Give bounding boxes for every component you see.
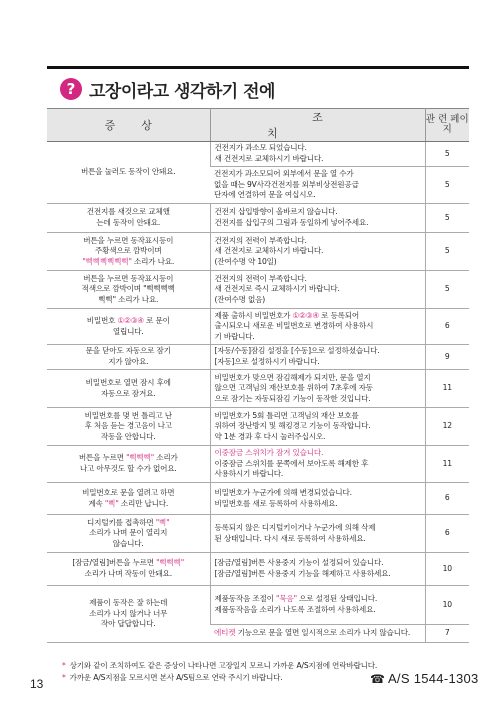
symptom-line: 소리가 나지 않거나 너무 [89, 608, 168, 618]
page-title: 고장이라고 생각하기 전에 [89, 81, 275, 102]
table-row [47, 515, 469, 553]
symptom-cell [47, 370, 210, 408]
action-cell [210, 345, 425, 370]
service-phone [370, 671, 479, 686]
action-line: [자동]으로 설정하시기 바랍니다. [214, 357, 320, 366]
action-cell [210, 446, 425, 483]
ref-page-cell: 11 [425, 370, 469, 408]
symptom-line: 비밀번호 ①②③④ 로 문이 [86, 315, 170, 325]
action-line: (잔여수명 없음) [214, 294, 266, 304]
symptom-cell [47, 271, 210, 309]
symptom-line: 디지털키를 접촉하면 "삑" [87, 517, 170, 527]
section-header [60, 76, 275, 102]
action-cell [210, 370, 425, 408]
symptom-header: 증상 [47, 109, 210, 142]
action-line: 이중잠금 스위치가 잠겨 있습니다. [214, 448, 324, 458]
table-row [47, 345, 469, 370]
symptom-line: [잠금/열림]버튼을 누르면 "삑삑삑" [72, 558, 185, 568]
symptom-line: 후 처음 듣는 경고음이 나고 [84, 421, 172, 431]
symptom-cell [47, 142, 210, 204]
table-row [47, 370, 469, 408]
action-cell [210, 515, 425, 553]
ref-page-cell: 12 [425, 408, 469, 446]
symptom-cell [47, 204, 210, 233]
note-2: * 가까운 A/S지점을 모르시면 본사 A/S팀으로 연락 주시기 바랍니다. [62, 673, 283, 682]
table-row [47, 446, 469, 483]
ref-page-header: 관 련 페이지 [425, 109, 469, 142]
action-cell [210, 204, 425, 233]
action-line: 단자에 연결하여 문을 여십시오. [214, 190, 316, 200]
action-line: 이중잠금 스위치를 문쪽에서 보아도록 해제한 후 [214, 458, 369, 468]
symptom-line: 비밀번호를 몇 번 틀리고 난 [84, 410, 172, 420]
table-header-row [47, 109, 469, 142]
table-row [47, 553, 469, 586]
symptom-line: "삑삑삑삑삑삑" 소리가 나요. [82, 256, 175, 266]
action-cell [210, 586, 425, 625]
ref-page-cell: 5 [425, 167, 469, 204]
action-line: 건전지가 과소모 되었습니다. [214, 143, 307, 153]
action-line: 비밀번호가 5회 틀리면 고객님의 재산 보호를 [214, 410, 359, 420]
ref-page-cell: 10 [425, 586, 469, 625]
ref-page-cell: 7 [425, 625, 469, 643]
action-cell [210, 483, 425, 515]
action-line: 건전지의 전력이 부족합니다. [214, 273, 307, 283]
action-cell [210, 233, 425, 271]
symptom-line: 비밀번호로 열면 잠시 후에 [85, 377, 171, 387]
action-cell [210, 408, 425, 446]
ref-page-cell: 10 [425, 553, 469, 586]
action-cell [210, 625, 425, 643]
action-line: 제품 출하시 비밀번호가 ①②③④ 로 등록되어 [214, 310, 360, 320]
phone-number: A/S 1544-1303 [387, 671, 479, 686]
table-row [47, 483, 469, 515]
symptom-cell [47, 553, 210, 586]
action-line: 에티켓 기능으로 문을 열면 일시적으로 소리가 나지 않습니다. [214, 628, 411, 638]
symptom-line: 않습니다. [112, 538, 144, 548]
ref-page-cell: 6 [425, 515, 469, 553]
action-line: 제품동작음 조절이 "묵음" 으로 설정된 상태입니다. [214, 594, 378, 604]
table-row [47, 586, 469, 625]
symptom-cell [47, 446, 210, 483]
symptom-line: 제품이 동작은 잘 하는데 [89, 598, 168, 608]
action-cell [210, 309, 425, 345]
action-line: 사용하시기 바랍니다. [214, 469, 284, 479]
table-row [47, 271, 469, 309]
action-line: 않으면 고객님의 재산보호를 위하여 7초후에 자동 [214, 383, 373, 393]
symptom-line: 비밀번호로 문을 열려고 하면 [82, 487, 175, 497]
symptom-line: 작아 답답합니다. [101, 619, 156, 629]
action-line: 기 바랍니다. [214, 331, 255, 341]
action-line: 약 1분 경과 후 다시 눌러주십시오. [214, 431, 326, 441]
symptom-line: 문을 닫아도 자동으로 잠기 [85, 346, 171, 356]
action-line: 된 상태입니다. 다시 새로 등록하여 사용하세요. [214, 533, 366, 543]
action-line: [자동/수동]잠김 설정을 [수동]으로 설정하셨습니다. [214, 346, 380, 356]
action-line: 건전지가 과소모되어 외부에서 문을 열 수가 [214, 169, 354, 179]
symptom-cell [47, 515, 210, 553]
action-line: [잠금/열림]버튼 사용중지 기능이 설정되어 있습니다. [214, 558, 384, 568]
table-row [47, 204, 469, 233]
action-line: 제품동작음을 소리가 나도록 조절하여 사용하세요. [214, 605, 376, 614]
symptom-cell [47, 483, 210, 515]
ref-page-cell: 9 [425, 345, 469, 370]
phone-icon: ☎ [370, 671, 385, 686]
table-row [47, 309, 469, 345]
action-cell [210, 142, 425, 167]
symptom-line: 버튼을 눌러도 동작이 안돼요. [81, 167, 176, 177]
symptom-line: 버튼을 누르면 동작표시등이 [83, 235, 174, 245]
note-1: * 상기와 같이 조치하여도 같은 증상이 나타나면 고장일지 모르니 가까운 A/S지점에 연락바랍니다. [62, 661, 378, 670]
symptom-line: 는데 동작이 안돼요. [96, 218, 161, 227]
troubleshooting-table [47, 108, 469, 643]
action-line: 비밀번호를 새로 등록하여 사용하세요. [214, 498, 338, 508]
action-line: 없을 때는 9V사각건전지를 외부비상전원공급 [214, 179, 359, 189]
action-line: [잠금/열림]버튼 사용중지 기능을 해제하고 사용하세요. [214, 569, 391, 578]
action-line: 새 건전지로 교체하시기 바랍니다. [214, 154, 324, 163]
question-icon: ? [60, 78, 82, 100]
symptom-line: 적색으로 깜박이며 "삑삑삑삑 [81, 284, 175, 294]
action-line: (잔여수명 약 10일) [214, 256, 277, 266]
action-line: 건전지를 삽입구의 그림과 동일하게 넣어주세요. [214, 218, 369, 227]
ref-page-cell: 5 [425, 142, 469, 167]
symptom-line: 버튼을 누르면 동작표시등이 [83, 273, 174, 283]
symptom-line: 건전지를 새것으로 교체했 [86, 207, 170, 217]
symptom-line: 지가 않아요. [108, 357, 149, 366]
table-row [47, 233, 469, 271]
action-line: 새 건전지로 교체하시기 바랍니다. [214, 246, 324, 256]
ref-page-cell: 6 [425, 483, 469, 515]
symptom-line: 나고 아무것도 할 수가 없어요. [79, 464, 177, 473]
top-rule [47, 66, 469, 69]
ref-page-cell: 5 [425, 271, 469, 309]
action-line: 등록되지 않은 디지털키이거나 누군가에 의해 삭제 [214, 522, 376, 532]
action-line: 건전지 삽입방향이 올바르지 않습니다. [214, 207, 338, 217]
action-line: 비밀번호가 누군가에 의해 변경되었습니다. [214, 487, 352, 497]
symptom-line: 작동을 안합니다. [101, 431, 156, 441]
action-line: 새 건전지로 즉시 교체하시기 바랍니다. [214, 284, 340, 294]
ref-page-cell: 5 [425, 204, 469, 233]
symptom-line: 주황색으로 깜박이며 [95, 246, 162, 256]
symptom-line: 자동으로 잠겨요. [101, 388, 156, 398]
symptom-cell [47, 408, 210, 446]
action-line: 비밀번호가 맞으면 잠김해제가 되지만, 문을 열지 [214, 372, 371, 382]
notes [62, 660, 377, 684]
symptom-cell [47, 345, 210, 370]
action-cell [210, 553, 425, 586]
symptom-cell [47, 309, 210, 345]
symptom-line: 삑삑" 소리가 나요. [98, 294, 159, 304]
symptom-line: 계속 "삑" 소리만 납니다. [88, 498, 169, 508]
symptom-line: 열립니다. [112, 326, 144, 336]
action-cell [210, 167, 425, 204]
ref-page-cell: 11 [425, 446, 469, 483]
page-number: 13 [30, 677, 44, 691]
action-line: 출시되오니 새로운 비밀번호로 변경하여 사용하시 [214, 321, 374, 331]
action-header: 조치 [210, 109, 425, 142]
action-cell [210, 271, 425, 309]
symptom-cell [47, 233, 210, 271]
table-row [47, 408, 469, 446]
action-line: 건전지의 전력이 부족합니다. [214, 235, 307, 245]
action-line: 위하여 장난방지 및 해킹경고 기능이 동작합니다. [214, 421, 371, 431]
symptom-line: 소리가 나며 작동이 안돼요. [84, 569, 172, 578]
ref-page-cell: 5 [425, 233, 469, 271]
symptom-cell [47, 586, 210, 643]
symptom-line: 소리가 나며 문이 열리지 [89, 528, 168, 538]
symptom-line: 버튼을 누르면 "삑삑삑" 소리가 [78, 453, 178, 463]
action-line: 으로 잠기는 자동되잠김 기능이 동작한 것입니다. [214, 393, 371, 403]
table-row [47, 142, 469, 167]
ref-page-cell: 6 [425, 309, 469, 345]
